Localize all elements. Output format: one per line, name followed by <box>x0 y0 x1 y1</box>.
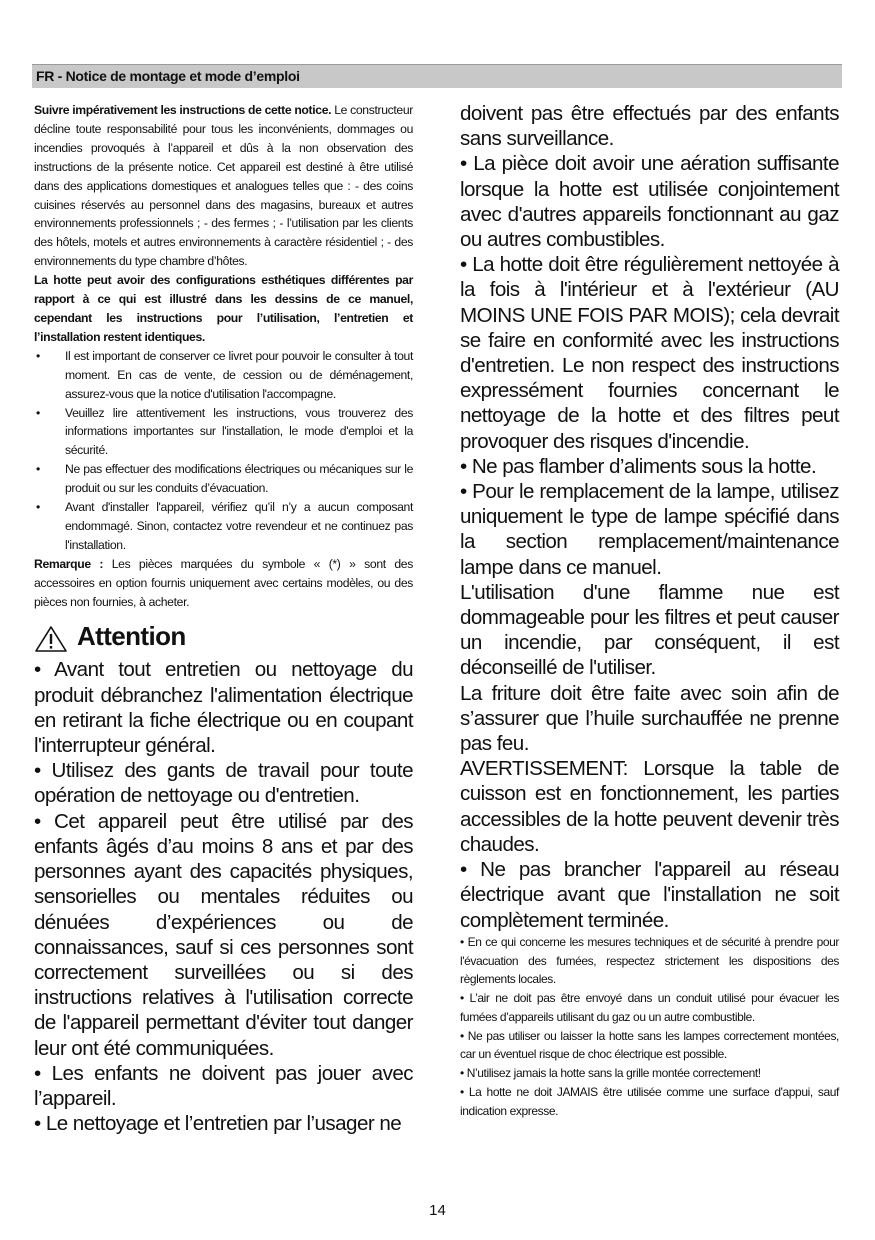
section-title: FR - Notice de montage et mode d’emploi <box>36 68 300 84</box>
safety-paragraph: L'utilisation d'une flamme nue est dommageable pour les filtres et peut causer un incendie, par conséquent, il est déconseillé de l'utiliser. <box>460 580 839 680</box>
safety-paragraph: • Ne pas brancher l'appareil au réseau électrique avant que l'installation ne soit complètement terminée. <box>460 858 839 932</box>
intro-paragraph <box>34 101 413 271</box>
list-item <box>34 498 413 555</box>
safety-paragraph: doivent pas être effectués par des enfants sans surveillance. <box>460 102 839 151</box>
fine-paragraph: • La hotte ne doit JAMAIS être utilisée comme une surface d'appui, sauf indication expresse. <box>460 1085 839 1118</box>
attention-text <box>34 657 413 1136</box>
safety-paragraph: • Ne pas flamber d’aliments sous la hotte. <box>460 454 817 478</box>
safety-paragraph: La friture doit être faite avec soin afin de s’assurer que l’huile surchauffée ne prenne pas feu. <box>460 681 839 756</box>
list-item-text: Avant d'installer l'appareil, vérifiez qu’il n’y a aucun composant endommagé. Sinon, contactez votre revendeur et ne continuez pas l'installation. <box>65 500 413 552</box>
right-column <box>460 101 839 1121</box>
fine-print <box>460 933 839 1121</box>
remark-label: Remarque : <box>34 556 104 571</box>
list-item-text: Ne pas effectuer des modifications électriques ou mécaniques sur le produit ou sur les conduits d’évacuation. <box>65 462 413 496</box>
fine-paragraph: • Ne pas utiliser ou laisser la hotte sans les lampes correctement montées, car un éventuel risque de choc électrique est possible. <box>460 1028 839 1062</box>
bullet-list <box>34 347 413 555</box>
bullet-symbol: • <box>36 405 40 420</box>
config-bold: La hotte peut avoir des configurations esthétiques différentes par rapport à ce qui est illustré dans les dessins de ce manuel, cependant les instructions pour l’utilisation, l’entretien et l’installation restent identiques. <box>34 273 413 344</box>
safety-paragraph: • La pièce doit avoir une aération suffisante lorsque la hotte est utilisée conjointement avec d'autres appareils fonctionnant au gaz ou autres combustibles. <box>460 152 839 252</box>
safety-paragraph: • La hotte doit être régulièrement nettoyée à la fois à l'intérieur et à l'extérieur (AU MOINS UNE FOIS PAR MOIS); cela devrait se faire en conformité avec les instructions d'entretien. Le non respect des instructions expressément fournies concernant le nettoyage de la hotte et des filtres peut provoquer des risques d'incendie. <box>460 253 839 453</box>
bullet-symbol: • <box>36 462 40 477</box>
warning-triangle-icon <box>34 625 68 653</box>
safety-paragraph: • Pour le remplacement de la lampe, utilisez uniquement le type de lampe spécifié dans la section remplacement/maintenance lampe dans ce manuel. <box>460 480 839 579</box>
config-paragraph <box>34 271 413 347</box>
intro-block <box>34 101 413 347</box>
remark-block <box>34 555 413 612</box>
attention-paragraph: • Avant tout entretien ou nettoyage du produit débranchez l'alimentation électrique en retirant la fiche électrique ou en coupant l'interrupteur général. <box>34 658 413 758</box>
list-item-text: Il est important de conserver ce livret pour pouvoir le consulter à tout moment. En cas de vente, de cession ou de déménagement, assurez-vous que la notice d'utilisation l'accompagne. <box>65 348 413 401</box>
list-item <box>34 404 413 461</box>
attention-paragraph: • Les enfants ne doivent pas jouer avec l’appareil. <box>34 1061 413 1110</box>
safety-text <box>460 101 839 933</box>
list-item <box>34 460 413 498</box>
attention-paragraph: • Cet appareil peut être utilisé par des enfants âgés d’au moins 8 ans et par des personnes ayant des capacités physiques, sensorielles ou mentales réduites ou dénuées d’expériences ou de connaissances, sauf si ces personnes sont correctement surveillées ou si des instructions relatives à l'utilisation correcte de l'appareil permettant d'éviter tout danger leur ont été communiquées. <box>34 809 413 1060</box>
attention-heading <box>34 623 413 657</box>
left-column <box>34 101 413 1136</box>
intro-bold: Suivre impérativement les instructions de cette notice. <box>34 103 332 117</box>
fine-paragraph: • N’utilisez jamais la hotte sans la grille montée correctement! <box>460 1066 761 1081</box>
bullet-symbol: • <box>36 348 40 363</box>
attention-title: Attention <box>77 621 186 652</box>
attention-paragraph: • Le nettoyage et l’entretien par l’usager ne <box>34 1112 402 1136</box>
remark-text: Les pièces marquées du symbole « (*) » sont des accessoires en option fournis uniquement avec certains modèles, ou des pièces non fournies, à acheter. <box>34 556 413 609</box>
remark-paragraph <box>34 555 413 612</box>
bullet-symbol: • <box>36 500 40 515</box>
section-header <box>32 64 842 88</box>
attention-paragraph: • Utilisez des gants de travail pour toute opération de nettoyage ou d'entretien. <box>34 759 413 808</box>
fine-paragraph: • En ce qui concerne les mesures techniques et de sécurité à prendre pour l'évacuation des fumées, respectez strictement les dispositions des règlements locales. <box>460 934 839 987</box>
fine-paragraph: • L’air ne doit pas être envoyé dans un conduit utilisé pour évacuer les fumées d’appareils utilisant du gaz ou un autre combustible. <box>460 991 839 1024</box>
intro-text: Le constructeur décline toute responsabilité pour tous les inconvénients, dommages ou incendies provoqués à l’appareil et dûs à la non observation des instructions de la présente notice. Cet appareil est destiné à être utilisé dans des applications domestiques et analogues telles que : - des coins cuisines réservés au personnel dans des magasins, bureaux et autres environnements professionnels ; - des fermes ; - l’utilisation par les clients des hôtels, motels et autres environnements à caractère résidentiel ; - des environnements du type chambre d’hôtes. <box>34 103 413 269</box>
list-item-text: Veuillez lire attentivement les instructions, vous trouverez des informations importantes sur l'installation, le mode d'emploi et la sécurité. <box>65 405 413 458</box>
safety-paragraph: AVERTISSEMENT: Lorsque la table de cuisson est en fonctionnement, les parties accessibles de la hotte peuvent devenir très chaudes. <box>460 757 839 856</box>
page-number: 14 <box>429 1202 446 1219</box>
list-item <box>34 347 413 404</box>
